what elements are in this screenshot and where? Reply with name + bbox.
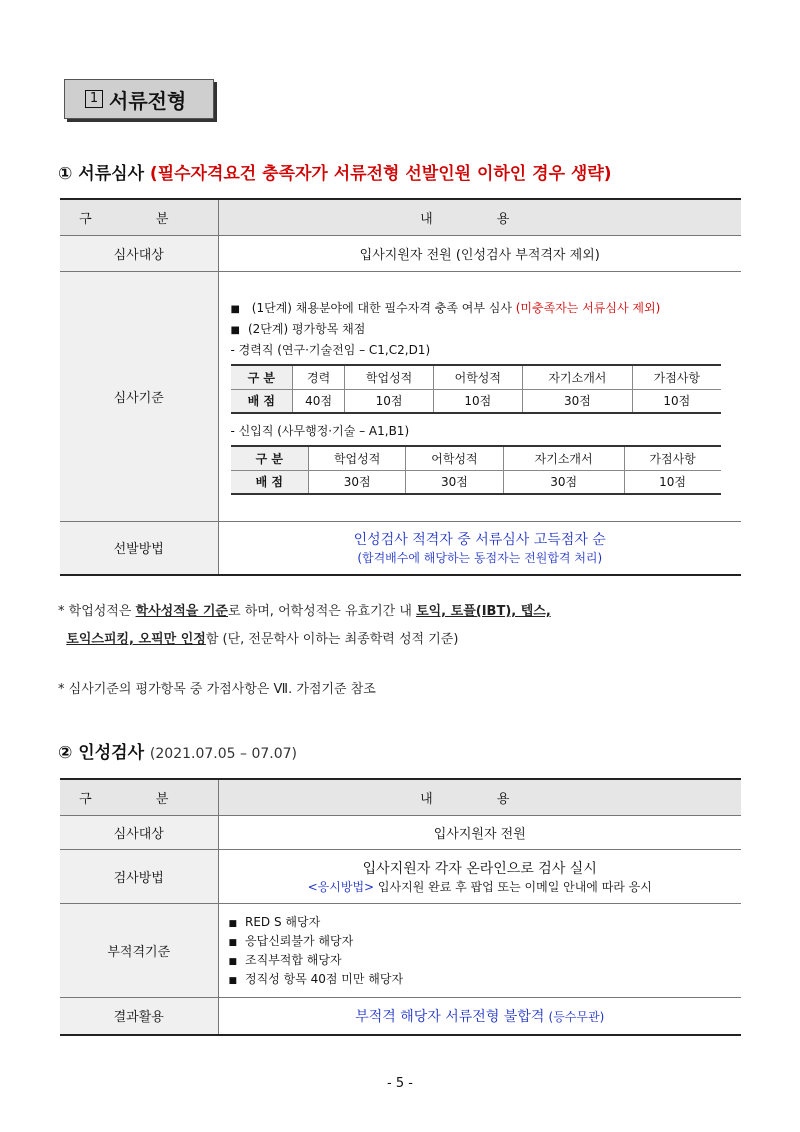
bullet-step1-note: (미충족자는 서류심사 제외) xyxy=(515,301,661,315)
row-value: 입사지원자 전원 xyxy=(218,815,741,849)
cell: 자기소개서 xyxy=(503,446,624,470)
cell: 30점 xyxy=(309,470,406,494)
note-text: 로 하며, 어학성적은 유효기간 내 xyxy=(228,604,417,619)
career-title: - 경력직 (연구·기술전임 – C1,C2,D1) xyxy=(230,343,431,357)
table-row-criteria xyxy=(60,271,741,521)
method-line2-label: <응시방법> xyxy=(307,879,375,894)
part1-heading-text: ① 서류심사 xyxy=(58,164,144,184)
newhire-title: - 신입직 (사무행정·기술 – A1,B1) xyxy=(230,424,410,438)
cell: 10점 xyxy=(433,389,522,413)
cell: 어학성적 xyxy=(433,365,522,389)
table-header-row xyxy=(60,199,741,235)
note-underline: 토익, 토플(IBT), 텝스, xyxy=(416,604,551,619)
table-row-method xyxy=(60,849,741,903)
note-grades xyxy=(58,598,748,654)
cell: 가점사항 xyxy=(633,365,721,389)
header-col1: 구 분 xyxy=(60,779,218,815)
cell: 30점 xyxy=(503,470,624,494)
table-row-target xyxy=(60,235,741,271)
selection-line1: 인성검사 적격자 중 서류심사 고득점자 순 xyxy=(353,532,606,549)
result-note: (등수무관) xyxy=(548,1009,605,1024)
part2-heading xyxy=(58,738,297,763)
method-line2 xyxy=(219,878,742,895)
header-col2: 내 용 xyxy=(218,779,741,815)
cell: 10점 xyxy=(345,389,434,413)
document-review-table xyxy=(60,198,741,576)
note-text: 함 (단, 전문학사 이하는 최종학력 성적 기준) xyxy=(205,632,459,647)
cell: 40점 xyxy=(293,389,345,413)
unfit-item: ■ RED S 해당자 xyxy=(229,913,742,930)
method-line2-text: 입사지원 완료 후 팝업 또는 이메일 안내에 따라 응시 xyxy=(377,879,652,894)
part1-heading-note: (필수자격요건 충족자가 서류전형 선발인원 이하인 경우 생략) xyxy=(149,164,612,184)
result-content xyxy=(218,997,741,1035)
cell: 10점 xyxy=(633,389,721,413)
selection-content xyxy=(218,521,741,575)
part2-heading-text: ② 인성검사 xyxy=(58,743,144,763)
header-col2: 내 용 xyxy=(218,199,741,235)
cell: 구 분 xyxy=(231,446,309,470)
cell: 가점사항 xyxy=(624,446,720,470)
note-bonus: * 심사기준의 평가항목 중 가점사항은 Ⅶ. 가점기준 참조 xyxy=(58,682,376,697)
result-value: 부적격 해당자 서류전형 불합격 xyxy=(355,1008,545,1025)
career-score-row xyxy=(231,389,721,413)
note-underline: 학사성적을 기준 xyxy=(135,604,228,619)
table-row-selection xyxy=(60,521,741,575)
cell: 경력 xyxy=(293,365,345,389)
newhire-score-row xyxy=(231,470,721,494)
table-row-result xyxy=(60,997,741,1035)
newhire-score-table xyxy=(231,445,721,495)
method-line1: 입사지원자 각자 온라인으로 검사 실시 xyxy=(362,860,597,877)
row-label: 결과활용 xyxy=(60,997,218,1035)
selection-line2: (합격배수에 해당하는 동점자는 전원합격 처리) xyxy=(357,551,603,566)
table-row-target xyxy=(60,815,741,849)
cell: 학업성적 xyxy=(345,365,434,389)
unfit-item: ■ 응답신뢰불가 해당자 xyxy=(229,932,742,949)
bullet-step2: ■ (2단계) 평가항목 채점 xyxy=(231,320,732,337)
cell: 30점 xyxy=(406,470,503,494)
cell: 학업성적 xyxy=(309,446,406,470)
section-number: 1 xyxy=(85,90,103,108)
criteria-content xyxy=(218,271,741,521)
career-score-table xyxy=(231,364,721,414)
row-label: 선발방법 xyxy=(60,521,218,575)
bullet-step1-text: (1단계) 채용분야에 대한 필수자격 충족 여부 심사 xyxy=(251,301,512,315)
row-label: 심사대상 xyxy=(60,235,218,271)
note-underline: 토익스피킹, 오픽만 인정 xyxy=(66,632,206,647)
page-number: - 5 - xyxy=(387,1076,413,1091)
row-label: 부적격기준 xyxy=(60,903,218,997)
cell: 10점 xyxy=(624,470,720,494)
personality-test-table xyxy=(60,778,741,1036)
section-title: 서류전형 xyxy=(109,88,187,113)
newhire-header-row xyxy=(231,446,721,470)
part1-heading xyxy=(58,159,612,184)
row-label: 검사방법 xyxy=(60,849,218,903)
note-text: * 학업성적은 xyxy=(58,604,136,619)
table-header-row xyxy=(60,779,741,815)
part2-date: (2021.07.05 – 07.07) xyxy=(149,746,297,762)
method-content xyxy=(218,849,741,903)
header-col1: 구 분 xyxy=(60,199,218,235)
career-header-row xyxy=(231,365,721,389)
table-row-unfit xyxy=(60,903,741,997)
cell: 구 분 xyxy=(231,365,293,389)
row-label: 심사대상 xyxy=(60,815,218,849)
cell: 자기소개서 xyxy=(522,365,632,389)
section-title-box xyxy=(64,79,214,119)
cell: 배 점 xyxy=(231,389,293,413)
cell: 어학성적 xyxy=(406,446,503,470)
cell: 30점 xyxy=(522,389,632,413)
cell: 배 점 xyxy=(231,470,309,494)
unfit-content xyxy=(218,903,741,997)
unfit-item: ■ 조직부적합 해당자 xyxy=(229,951,742,968)
bullet-step1 xyxy=(231,299,732,316)
row-value: 입사지원자 전원 (인성검사 부적격자 제외) xyxy=(218,235,741,271)
row-label: 심사기준 xyxy=(60,271,218,521)
unfit-item: ■ 정직성 항목 40점 미만 해당자 xyxy=(229,970,742,987)
